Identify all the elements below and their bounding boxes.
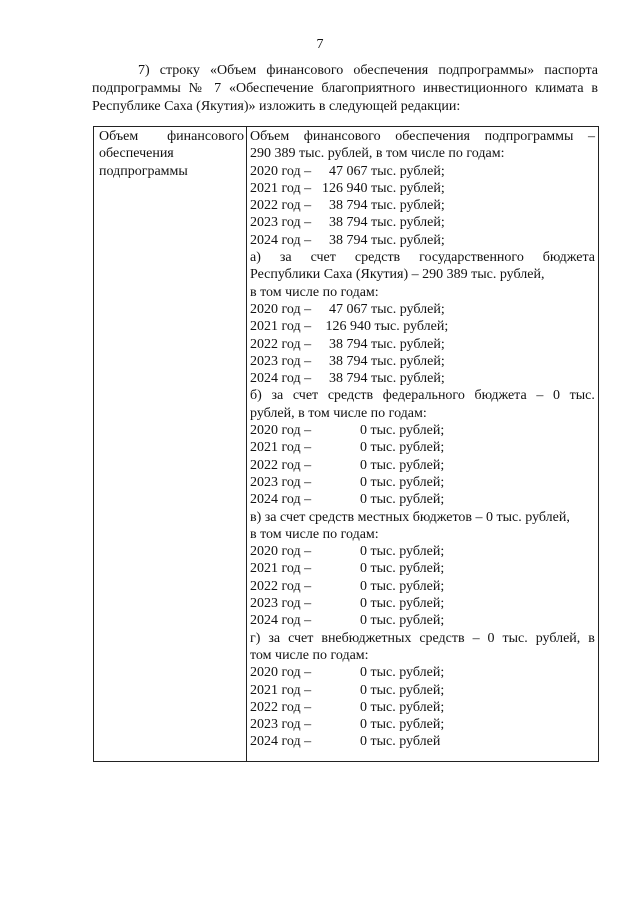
year-row	[250, 612, 595, 629]
year-label: 2024 год –	[250, 232, 312, 248]
word: бюджета	[542, 250, 595, 266]
year-label: 2020 год –	[250, 423, 312, 439]
section-d-line-2: том числе по годам:	[250, 647, 369, 663]
year-row	[250, 232, 595, 249]
word: в	[588, 630, 595, 646]
year-label: 2023 год –	[250, 474, 312, 490]
year-amount: 0 тыс. рублей;	[360, 561, 445, 577]
year-row	[250, 422, 595, 439]
word: средств	[354, 250, 401, 266]
word: г)	[250, 630, 261, 646]
section-a-line-2: Республики Саха (Якутия) – 290 389 тыс. рублей,	[250, 267, 545, 283]
page-number: 7	[316, 37, 324, 52]
year-amount: 38 794 тыс. рублей;	[322, 215, 445, 231]
year-amount: 38 794 тыс. рублей;	[322, 353, 445, 369]
section-c-line-1: в) за счет средств местных бюджетов – 0 тыс. рублей,	[250, 509, 570, 525]
label-word-1: Объем	[99, 129, 139, 144]
word: за	[268, 630, 281, 646]
year-row	[250, 353, 595, 370]
word: 0	[553, 388, 560, 404]
word: а)	[250, 250, 261, 266]
word: подпрограммы	[484, 129, 574, 144]
year-label: 2020 год –	[250, 665, 312, 681]
label-line-3: подпрограммы	[99, 163, 188, 179]
word: –	[472, 630, 480, 646]
funding-table	[93, 126, 599, 762]
section-c-line-2: в том числе по годам:	[250, 526, 379, 542]
year-amount: 0 тыс. рублей;	[360, 699, 445, 715]
word: счет	[288, 630, 314, 646]
table-label-cell	[94, 127, 247, 761]
year-amount: 0 тыс. рублей;	[360, 544, 445, 560]
year-amount: 0 тыс. рублей;	[360, 596, 445, 612]
year-row	[250, 318, 595, 335]
section-a-years	[250, 301, 595, 387]
word: обеспечения	[395, 129, 471, 144]
word: счет	[292, 388, 319, 404]
total-years	[250, 163, 595, 249]
section-b-years	[250, 422, 595, 508]
year-row	[250, 163, 595, 180]
year-label: 2022 год –	[250, 198, 312, 214]
word: –	[587, 129, 595, 144]
year-row	[250, 457, 595, 474]
year-row	[250, 733, 595, 750]
year-label: 2022 год –	[250, 578, 312, 594]
year-label: 2024 год –	[250, 492, 312, 508]
year-row	[250, 370, 595, 387]
intro-paragraph	[92, 62, 598, 116]
year-row	[250, 699, 595, 716]
table-value-cell	[247, 127, 598, 761]
word: бюджета	[474, 388, 527, 404]
word: средств	[327, 388, 374, 404]
year-amount: 38 794 тыс. рублей;	[322, 371, 445, 387]
year-amount: 38 794 тыс. рублей;	[322, 232, 445, 248]
section-a-line-3: в том числе по годам:	[250, 284, 379, 300]
year-row	[250, 578, 595, 595]
word: б)	[250, 388, 262, 404]
label-line-2: обеспечения	[99, 146, 174, 162]
year-amount: 0 тыс. рублей;	[360, 682, 445, 698]
year-amount: 0 тыс. рублей;	[360, 423, 445, 439]
year-row	[250, 301, 595, 318]
year-label: 2023 год –	[250, 596, 312, 612]
year-row	[250, 543, 595, 560]
word: Объем	[250, 129, 290, 144]
year-label: 2022 год –	[250, 699, 312, 715]
year-row	[250, 682, 595, 699]
year-label: 2021 год –	[250, 319, 312, 335]
year-label: 2023 год –	[250, 717, 312, 733]
section-b-line-1	[250, 387, 595, 404]
label-line-1	[99, 128, 244, 145]
year-amount: 47 067 тыс. рублей;	[322, 301, 445, 317]
year-amount: 0 тыс. рублей;	[360, 717, 445, 733]
year-row	[250, 474, 595, 491]
year-label: 2022 год –	[250, 457, 312, 473]
year-amount: 126 940 тыс. рублей;	[322, 180, 445, 196]
year-label: 2021 год –	[250, 440, 312, 456]
year-amount: 0 тыс. рублей;	[360, 613, 445, 629]
word: тыс.	[502, 630, 528, 646]
word: средств	[419, 630, 465, 646]
year-label: 2020 год –	[250, 544, 312, 560]
year-row	[250, 197, 595, 214]
section-d-line-1	[250, 630, 595, 647]
year-amount: 126 940 тыс. рублей;	[322, 319, 449, 335]
year-row	[250, 664, 595, 681]
year-label: 2022 год –	[250, 336, 312, 352]
word: счет	[310, 250, 336, 266]
word: 0	[487, 630, 495, 646]
year-label: 2021 год –	[250, 180, 312, 196]
year-label: 2020 год –	[250, 163, 312, 179]
year-amount: 0 тыс. рублей;	[360, 440, 445, 456]
year-row	[250, 336, 595, 353]
year-row	[250, 595, 595, 612]
year-label: 2024 год –	[250, 734, 312, 750]
section-c-years	[250, 543, 595, 629]
year-label: 2020 год –	[250, 301, 312, 317]
word: рублей,	[535, 630, 581, 646]
year-amount: 0 тыс. рублей	[360, 734, 441, 750]
intro-text: 7) строку «Объем финансового обеспечения подпрограммы» паспорта подпрограммы № 7 «Обеспечение благоприятного инвестиционного климата в Республике Саха (Якутия)» изложить в следующей редакции:	[92, 63, 598, 114]
total-line-2: 290 389 тыс. рублей, в том числе по годам:	[250, 146, 505, 162]
year-amount: 0 тыс. рублей;	[360, 665, 445, 681]
year-row	[250, 560, 595, 577]
section-b-line-2: рублей, в том числе по годам:	[250, 405, 427, 421]
year-label: 2024 год –	[250, 371, 312, 387]
word: за	[271, 388, 284, 404]
year-amount: 38 794 тыс. рублей;	[322, 336, 445, 352]
word: федерального	[382, 388, 465, 404]
year-label: 2023 год –	[250, 215, 312, 231]
year-label: 2024 год –	[250, 613, 312, 629]
word: внебюджетных	[321, 630, 412, 646]
year-amount: 38 794 тыс. рублей;	[322, 198, 445, 214]
year-label: 2021 год –	[250, 561, 312, 577]
word: государственного	[419, 250, 524, 266]
year-row	[250, 180, 595, 197]
year-amount: 0 тыс. рублей;	[360, 457, 445, 473]
total-line-1	[250, 128, 595, 145]
year-label: 2023 год –	[250, 353, 312, 369]
word: за	[279, 250, 292, 266]
year-row	[250, 491, 595, 508]
year-amount: 0 тыс. рублей;	[360, 578, 445, 594]
label-word-2: финансового	[167, 129, 244, 144]
year-row	[250, 214, 595, 231]
year-row	[250, 716, 595, 733]
year-label: 2021 год –	[250, 682, 312, 698]
section-d-years	[250, 664, 595, 750]
year-row	[250, 439, 595, 456]
word: –	[536, 388, 544, 404]
year-amount: 47 067 тыс. рублей;	[322, 163, 445, 179]
word: финансового	[303, 129, 381, 144]
word: тыс.	[569, 388, 595, 404]
year-amount: 0 тыс. рублей;	[360, 474, 445, 490]
section-a-line-1	[250, 249, 595, 266]
year-amount: 0 тыс. рублей;	[360, 492, 445, 508]
